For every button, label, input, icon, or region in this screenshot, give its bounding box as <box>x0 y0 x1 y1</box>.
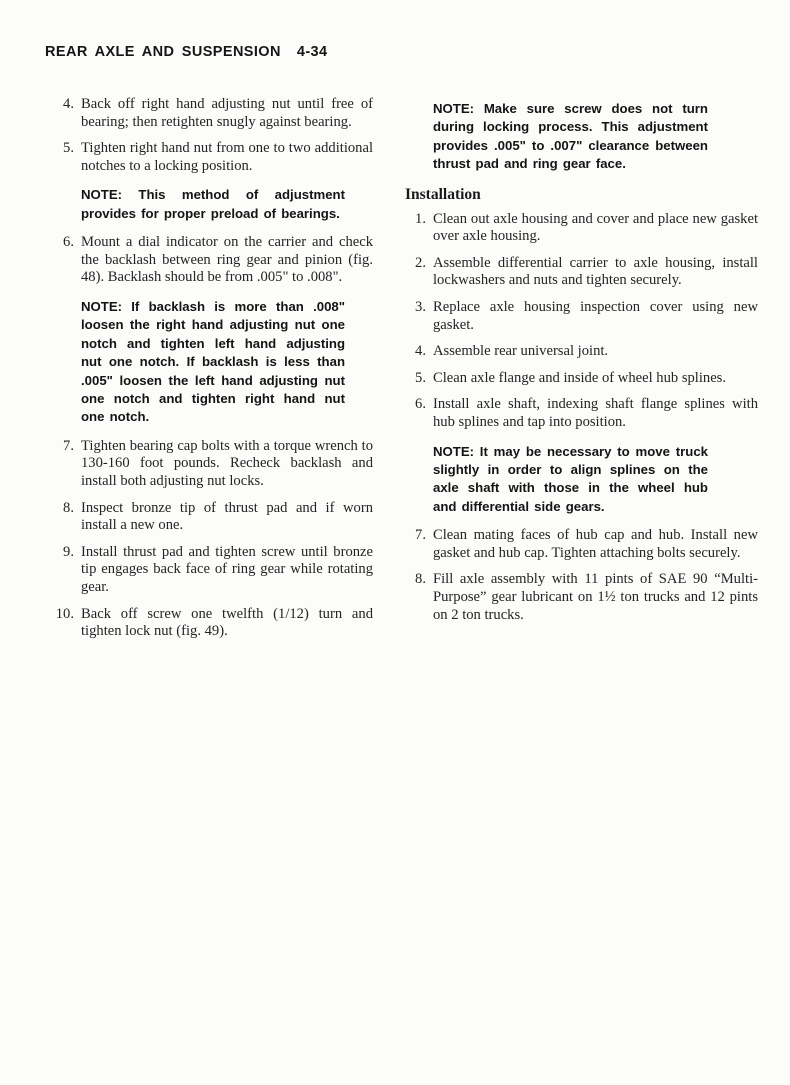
list-item <box>53 500 373 535</box>
item-number: 4. <box>415 343 426 360</box>
item-number: 9. <box>63 543 74 560</box>
note-paragraph: NOTE: It may be necessary to move truck slightly in order to align splines on the axle shaft with those in the wheel hub and differential side gears. <box>433 443 708 514</box>
list-item <box>53 544 373 597</box>
list-item <box>405 211 758 246</box>
item-text: Install thrust pad and tighten screw until bronze tip engages back face of ring gear while rotating gear. <box>81 543 373 595</box>
item-number: 3. <box>415 299 426 315</box>
item-number: 1. <box>415 210 426 227</box>
item-number: 2. <box>415 254 426 271</box>
list-item <box>405 396 758 431</box>
item-number: 5. <box>415 369 426 386</box>
item-text: Clean mating faces of hub cap and hub. Install new gasket and hub cap. Tighten attaching bolts securely. <box>433 527 758 561</box>
section-title: REAR AXLE AND SUSPENSION <box>45 44 281 60</box>
page-number: 4-34 <box>296 44 328 60</box>
list-item <box>53 438 373 491</box>
two-column-body <box>53 96 758 650</box>
right-column <box>405 96 758 650</box>
item-number: 7. <box>415 527 426 544</box>
list-item <box>405 527 758 562</box>
item-text: Back off right hand adjusting nut until free of bearing; then retighten snugly against bearing. <box>81 96 373 130</box>
item-text: Back off screw one twelfth (1/12) turn and tighten lock nut (fig. 49). <box>81 605 373 640</box>
item-number: 8. <box>63 499 74 516</box>
item-text: Mount a dial indicator on the carrier and check the backlash between ring gear and pinion (fig. 48). Backlash should be from .005" to .008". <box>81 234 373 286</box>
item-text: Assemble rear universal joint. <box>433 343 609 360</box>
item-text: Replace axle housing inspection cover using new gasket. <box>433 299 758 333</box>
list-item <box>405 571 758 624</box>
list-item <box>405 370 758 388</box>
list-item <box>405 343 758 361</box>
item-number: 6. <box>63 234 74 251</box>
item-number: 4. <box>63 96 74 112</box>
item-text: Install axle shaft, indexing shaft flange splines with hub splines and tap into position. <box>433 396 758 430</box>
page-header <box>45 44 327 60</box>
item-text: Fill axle assembly with 11 pints of SAE 90 “Multi-Purpose” gear lubricant on 1½ ton trucks and 12 pints on 2 ton trucks. <box>433 571 758 623</box>
list-item <box>405 255 758 290</box>
note-paragraph: NOTE: This method of adjustment provides for proper preload of bearings. <box>81 187 345 221</box>
list-item <box>53 606 373 641</box>
list-item <box>53 234 373 287</box>
item-number: 8. <box>415 571 426 588</box>
item-number: 10. <box>55 605 74 622</box>
installation-heading: Installation <box>405 185 481 203</box>
list-item <box>53 140 373 175</box>
item-text: Tighten bearing cap bolts with a torque wrench to 130-160 foot pounds. Recheck backlash and install both adjusting nut locks. <box>81 437 373 489</box>
item-text: Inspect bronze tip of thrust pad and if worn install a new one. <box>81 499 373 534</box>
item-text: Clean out axle housing and cover and place new gasket over axle housing. <box>433 210 758 245</box>
item-text: Assemble differential carrier to axle housing, install lockwashers and nuts and tighten securely. <box>433 254 758 289</box>
item-number: 6. <box>415 396 426 413</box>
left-column <box>53 96 373 650</box>
list-item <box>405 299 758 334</box>
note-paragraph: NOTE: If backlash is more than .008" loosen the right hand adjusting nut one notch and tighten left hand adjusting nut one notch. If backlash is less than .005" loosen the left hand adjusting nut one notch and tighten right hand nut one notch. <box>81 298 345 425</box>
note-paragraph: NOTE: Make sure screw does not turn during locking process. This adjustment provides .005" to .007" clearance between thrust pad and ring gear face. <box>433 101 708 172</box>
item-text: Tighten right hand nut from one to two additional notches to a locking position. <box>81 140 373 174</box>
item-number: 7. <box>63 437 74 454</box>
item-text: Clean axle flange and inside of wheel hub splines. <box>433 369 727 386</box>
item-number: 5. <box>63 140 74 157</box>
list-item <box>53 96 373 131</box>
